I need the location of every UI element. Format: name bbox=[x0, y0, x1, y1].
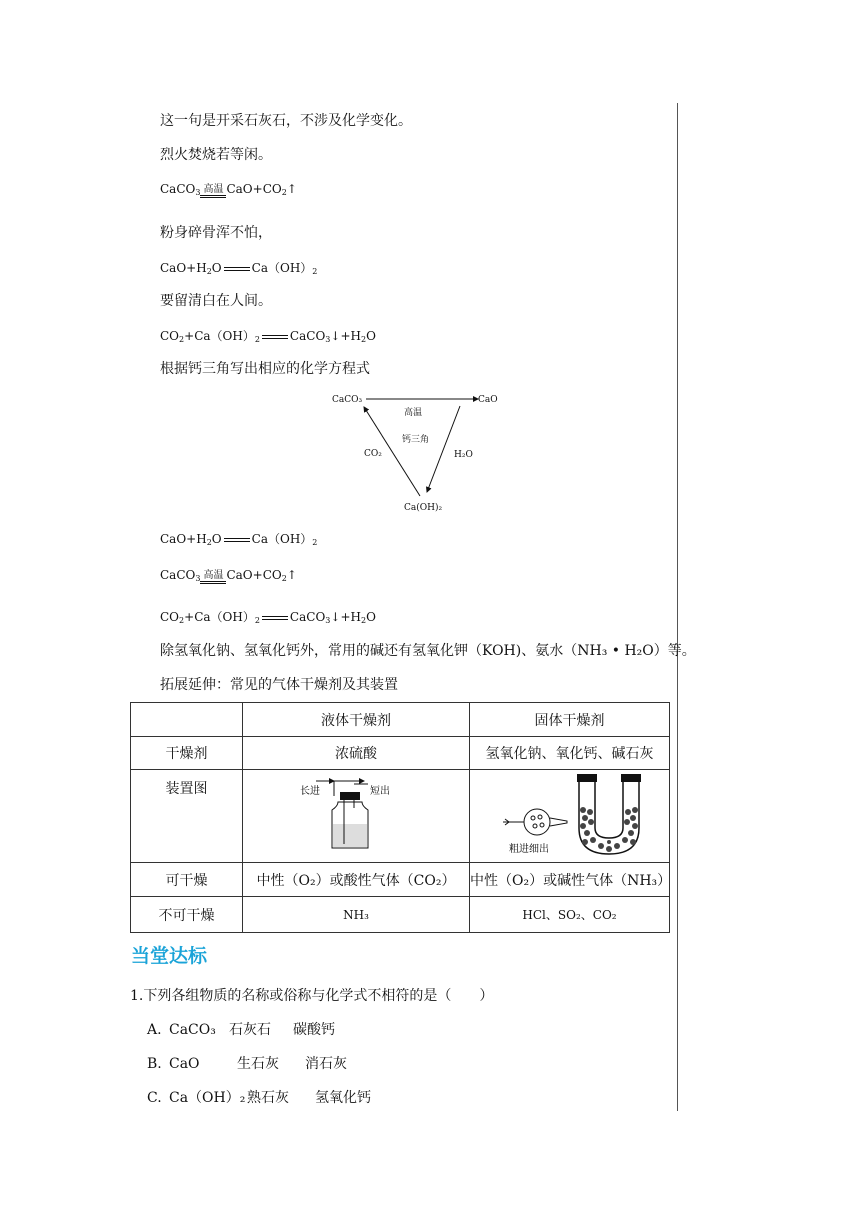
table-row-cannot-dry bbox=[131, 897, 670, 933]
node-caoh2: Ca(OH)₂ bbox=[404, 503, 443, 513]
text-line-13: 拓展延伸：常见的气体干燥剂及其装置 bbox=[160, 677, 398, 693]
table-cell: 液体干燥剂 bbox=[243, 703, 470, 737]
table-cell: 干燥剂 bbox=[131, 737, 243, 770]
node-caco3: CaCO₃ bbox=[332, 395, 363, 405]
table-row-device bbox=[131, 770, 670, 863]
option-a bbox=[147, 1019, 335, 1039]
label-co2: CO₂ bbox=[364, 449, 382, 459]
table-cell: NH₃ bbox=[243, 897, 470, 933]
label-coarse-in-fine-out: 粗进细出 bbox=[508, 844, 549, 855]
table-cell: 固体干燥剂 bbox=[470, 703, 670, 737]
table-row-header bbox=[131, 703, 670, 737]
solid-dryer-cell bbox=[470, 770, 670, 863]
table-cell: HCl、SO₂、CO₂ bbox=[470, 897, 670, 933]
option-formula: CaCO₃ bbox=[169, 1022, 216, 1038]
gas-washing-bottle-image bbox=[296, 774, 416, 854]
option-key: C. bbox=[147, 1090, 162, 1106]
option-formula: Ca（OH）₂ bbox=[169, 1090, 246, 1106]
label-short-out: 短出 bbox=[370, 786, 390, 797]
text-line-1: 这一句是开采石灰石，不涉及化学变化。 bbox=[160, 113, 412, 129]
equation-carbonation: $CO_2+Ca(OH)_2$ $CaCO_3↓+H_2O$ bbox=[160, 329, 376, 344]
option-name2: 碳酸钙 bbox=[293, 1022, 335, 1038]
option-key: B. bbox=[147, 1056, 162, 1072]
page-margin-line bbox=[677, 103, 678, 1111]
table-cell: 不可干燥 bbox=[131, 897, 243, 933]
text-line-12: 除氢氧化钠、氢氧化钙外，常用的碱还有氢氧化钾（KOH)、氨水（NH₃ • H₂O）等。 bbox=[160, 643, 696, 659]
option-key: A. bbox=[147, 1022, 162, 1038]
label-high-temp: 高温 bbox=[404, 408, 423, 418]
calcium-triangle-diagram bbox=[330, 388, 510, 516]
option-b bbox=[147, 1053, 347, 1073]
question-stem: 1.下列各组物质的名称或俗称与化学式不相符的是（ ） bbox=[130, 988, 494, 1004]
liquid-dryer-cell bbox=[243, 770, 470, 863]
option-c bbox=[147, 1087, 371, 1107]
node-cao: CaO bbox=[478, 395, 498, 405]
drying-agent-table bbox=[130, 702, 670, 933]
option-name2: 氢氧化钙 bbox=[315, 1090, 371, 1106]
equation-decomposition: CaCO$_3$ 高温 $CaO+CO_2↑$ bbox=[160, 182, 297, 197]
option-name2: 消石灰 bbox=[305, 1056, 347, 1072]
table-row-can-dry bbox=[131, 863, 670, 897]
table-cell: 浓硫酸 bbox=[243, 737, 470, 770]
equation-decomposition-2: CaCO$_3$ 高温 $CaO+CO_2↑$ bbox=[160, 568, 297, 583]
table-cell: 中性（O₂）或酸性气体（CO₂） bbox=[243, 863, 470, 897]
option-name1: 石灰石 bbox=[229, 1022, 271, 1038]
text-line-2: 烈火焚烧若等闲。 bbox=[160, 147, 272, 163]
table-cell: 装置图 bbox=[131, 770, 243, 863]
equation-hydration-2: $CaO+H_2O$ $Ca(OH)_2$ bbox=[160, 532, 318, 547]
arrow-cao-to-caoh2 bbox=[427, 406, 460, 492]
option-name1: 熟石灰 bbox=[247, 1090, 289, 1106]
table-cell bbox=[131, 703, 243, 737]
option-name1: 生石灰 bbox=[237, 1056, 279, 1072]
label-h2o: H₂O bbox=[454, 450, 473, 460]
option-formula: CaO bbox=[169, 1056, 200, 1072]
table-row-agent bbox=[131, 737, 670, 770]
drying-tube-image bbox=[475, 770, 665, 858]
label-long-in: 长进 bbox=[300, 786, 320, 797]
equation-hydration: $CaO+H_2O$ $Ca(OH)_2$ bbox=[160, 261, 318, 276]
table-cell: 中性（O₂）或碱性气体（NH₃） bbox=[470, 863, 670, 897]
table-cell: 氢氧化钠、氧化钙、碱石灰 bbox=[470, 737, 670, 770]
text-line-4: 粉身碎骨浑不怕， bbox=[160, 225, 272, 241]
label-center: 钙三角 bbox=[402, 435, 430, 445]
text-line-8: 根据钙三角写出相应的化学方程式 bbox=[160, 361, 370, 377]
section-title: 当堂达标 bbox=[131, 945, 208, 967]
text-line-6: 要留清白在人间。 bbox=[160, 293, 272, 309]
table-cell: 可干燥 bbox=[131, 863, 243, 897]
equation-carbonation-2: $CO_2+Ca(OH)_2$ $CaCO_3↓+H_2O$ bbox=[160, 610, 376, 625]
